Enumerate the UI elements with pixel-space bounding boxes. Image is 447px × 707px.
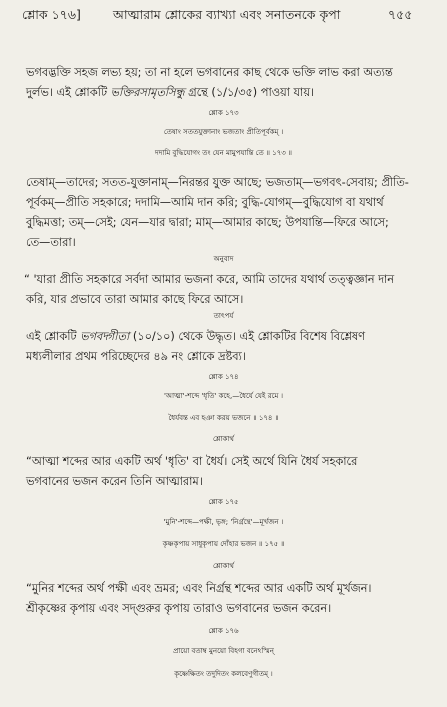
shloka-173-synonyms-3: বুদ্ধিমত্তা; তম্—সেই; যেন—যার দ্বারা; মাম্—আমার কাছে; উপযান্তি—ফিরে আসে;: [26, 216, 389, 229]
shloka-173-purport-2: মধ্যলীলার প্রথম পরিচ্ছেদের ৪৯ নং শ্লোকে দ্রষ্টব্য।: [26, 350, 246, 363]
header-verse-ref: শ্লোক ১৭৬]: [22, 7, 81, 22]
shloka-173-heading: শ্লোক ১৭৩: [208, 109, 239, 117]
purport-book-title: ভগবদ্গীতা: [80, 330, 130, 343]
shloka-173-synonyms-4: তে—তারা।: [26, 236, 76, 249]
header-page-number: ৭৫৫: [388, 7, 413, 22]
shloka-175-verse-1: 'মুনি'-শব্দে—পক্ষী, ভৃঙ্গ; 'নির্গ্রন্থে'—মূর্খজন ।: [163, 518, 284, 526]
shloka-176-verse-2: কৃষ্ণেক্ষিতং তদুদিতং কলবেণুগীতম্ ।: [174, 670, 273, 678]
shloka-175-meaning-1: “মুনির শব্দের অর্থ পক্ষী এবং ভ্রমর; এবং নির্গ্রন্থ শব্দের আর একটি অর্থ মূর্খজন।: [26, 582, 372, 595]
shloka-174-meaning-2: ভগবানের ভজন করেন তিনি আত্মারাম।: [26, 475, 203, 488]
shloka-175-verse-2: কৃষ্ণকৃপায় সাধুকৃপায় দোঁহার ভজন ॥ ১৭৫ ॥: [162, 540, 285, 548]
intro-book-title: ভক্তিরসামৃতসিন্ধু: [110, 86, 185, 99]
intro-line-2: [26, 87, 314, 98]
header-chapter-title: আত্মারাম শ্লোকের ব্যাখ্যা এবং সনাতনকে কৃপা: [113, 7, 341, 22]
shloka-174-meaning-1: “আত্মা শব্দের আর একটি অর্থ 'ধৃতি' বা ধৈর্য। সেই অর্থে যিনি ধৈর্য সহকারে: [26, 455, 358, 468]
intro-line-2-pre: দুর্লভ। এই শ্লোকটি: [26, 86, 107, 99]
shloka-176-verse-1: প্রায়ো বতাম্ব মুনয়ো বিহগা বনেঽস্মিন্: [173, 647, 274, 655]
shloka-173-translation-label: অনুবাদ: [213, 255, 234, 263]
shloka-174-meaning-label: শ্লোকার্থ: [213, 435, 234, 443]
shloka-173-verse-1: তেষাং সততযুক্তানাং ভজতাং প্রীতিপূর্বকম্ ।: [163, 128, 284, 136]
shloka-173-translation-2: করি, যার প্রভাবে তারা আমার কাছে ফিরে আসে।: [26, 293, 244, 306]
shloka-174-verse-1: 'আত্মা'-শব্দে 'ধৃতি' কহে,—ধৈর্যে যেই রমে ।: [163, 392, 284, 400]
shloka-175-meaning-2: শ্রীকৃষ্ণের কৃপায় এবং সদ্গুরুর কৃপায় তারাও ভগবানের ভজন করেন।: [26, 602, 332, 615]
shloka-173-purport-label: তাৎপর্য: [213, 312, 234, 320]
shloka-175-meaning-label: শ্লোকার্থ: [213, 562, 234, 570]
purport-post: (১০/১০) থেকে উদ্ধৃত। এই শ্লোকটির বিশেষ বিশ্লেষণ: [132, 330, 365, 343]
purport-pre: এই শ্লোকটি: [26, 330, 77, 343]
shloka-173-synonyms-2: পূর্বকম্—প্রীতি সহকারে; দদামি—আমি দান করি; বুদ্ধি-যোগম্—বুদ্ধিযোগ বা যথার্থ: [26, 196, 384, 209]
shloka-174-heading: শ্লোক ১৭৪: [208, 373, 239, 381]
shloka-175-heading: শ্লোক ১৭৫: [208, 498, 239, 506]
shloka-173-synonyms-1: তেষাম্—তাদের; সতত-যুক্তানাম্—নিরন্তর যুক্ত আছে; ভজতাম্—ভগবৎ-সেবায়; প্রীতি-: [26, 176, 409, 189]
shloka-173-translation-1: “ 'যারা প্রীতি সহকারে সর্বদা আমার ভজনা করে, আমি তাদের যথার্থ তত্ত্বজ্ঞান দান: [24, 273, 395, 286]
shloka-176-heading: শ্লোক ১৭৬: [208, 627, 239, 635]
intro-line-1: ভগবদ্ভক্তি সহজ লভ্য হয়; তা না হলে ভগবানের কাছ থেকে ভক্তি লাভ করা অত্যন্ত: [26, 66, 393, 79]
shloka-173-purport-1: [26, 331, 365, 342]
shloka-173-verse-2: দদামি বুদ্ধিযোগং তং যেন মামুপযান্তি তে ॥ ১৭৩ ॥: [154, 149, 292, 157]
shloka-174-verse-2: ধৈর্যবন্ত এব হঞা করয় ভজনে ॥ ১৭৪ ॥: [168, 414, 279, 422]
intro-line-2-post: গ্রন্থে (১/১/৩৫) পাওয়া যায়।: [188, 86, 315, 99]
